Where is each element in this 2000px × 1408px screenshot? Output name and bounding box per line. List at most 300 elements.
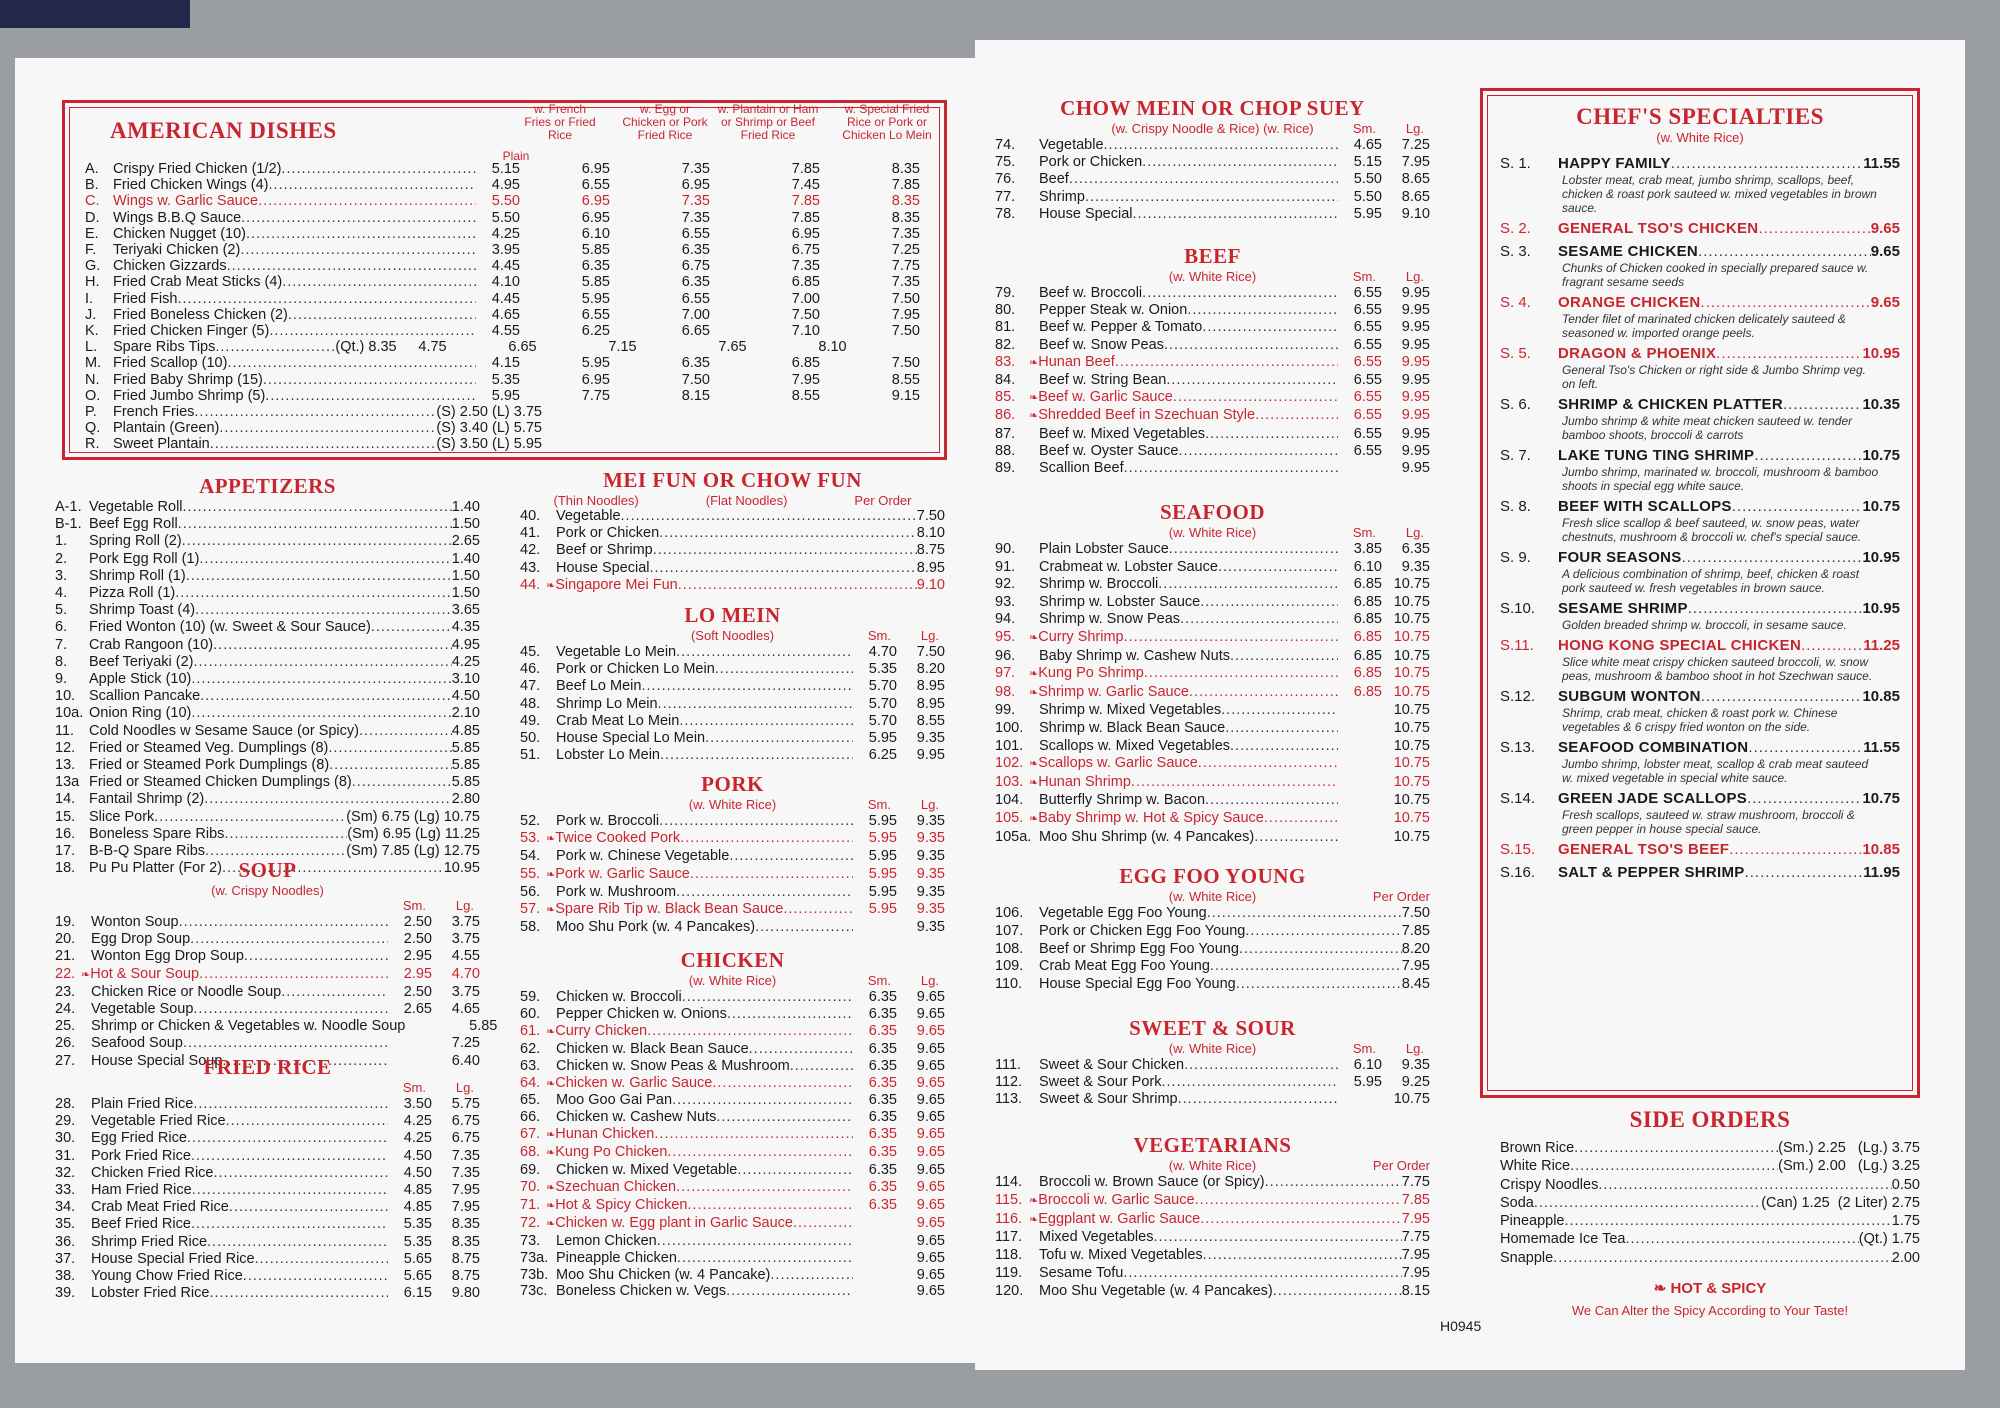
mei-fun-title: MEI FUN OR CHOW FUN — [603, 468, 862, 492]
item-extra: (S) 3.50 (L) 5.95 — [436, 436, 542, 453]
item-number: 20. — [55, 931, 76, 948]
sweet-sour-title: SWEET & SOUR — [1129, 1016, 1296, 1040]
item-number: 45. — [520, 644, 541, 660]
price: 6.35 — [681, 242, 710, 259]
american-item — [85, 355, 920, 371]
chef-item-row — [1500, 155, 1900, 173]
item-number: 25. — [55, 1018, 76, 1035]
price-large: 9.95 — [1401, 407, 1430, 424]
price-small: 6.35 — [868, 1057, 897, 1074]
list-item — [55, 499, 480, 516]
price: 7.15 — [608, 339, 637, 356]
item-name: Singapore Mei Fun — [555, 576, 678, 593]
list-item — [520, 661, 945, 678]
item-number: 79. — [995, 285, 1016, 301]
dot-leader — [1195, 1192, 1402, 1210]
item-name: Fried or Steamed Pork Dumplings (8) — [89, 757, 330, 774]
price-large: 9.65 — [916, 1109, 945, 1126]
item-name: Plain Fried Rice — [91, 1096, 194, 1112]
price: 5.50 — [491, 193, 520, 210]
dot-leader — [227, 355, 476, 371]
price-large: 9.65 — [916, 1040, 945, 1057]
price: 5.95 — [581, 290, 610, 307]
list-item — [995, 1229, 1430, 1247]
hot-pepper-icon: ❧ — [1029, 668, 1039, 681]
list-item — [995, 285, 1430, 302]
dot-leader — [215, 339, 335, 355]
item-name: Baby Shrimp w. Cashew Nuts — [1039, 647, 1230, 664]
item-number: 57. — [520, 901, 541, 918]
dot-leader — [1801, 637, 1863, 655]
item-number: S.12. — [1500, 688, 1536, 705]
dot-leader — [1069, 171, 1338, 188]
price: 6.55 — [581, 306, 610, 323]
item-name: Pork w. Garlic Sauce — [555, 865, 690, 882]
price-large: 10.75 — [1393, 611, 1430, 628]
price-small: 5.95 — [868, 848, 897, 865]
price: 4.45 — [491, 290, 520, 307]
pork-list — [520, 797, 945, 936]
price: 4.75 — [418, 339, 447, 356]
price-large: 10.75 — [1393, 737, 1430, 754]
price-large: 4.65 — [451, 1001, 480, 1018]
fried-rice-section — [55, 1052, 480, 1302]
menu-code: H0945 — [1440, 1318, 1482, 1334]
list-item — [995, 665, 1430, 684]
large-size-label: Lg. — [1405, 121, 1424, 136]
dot-leader — [269, 177, 476, 193]
item-name: Fried or Steamed Chicken Dumplings (8) — [89, 774, 352, 791]
item-name: Spare Ribs Tips — [113, 339, 216, 356]
price: 8.45 — [1401, 976, 1430, 993]
item-name: Seafood Soup — [91, 1035, 183, 1052]
side-orders-title: SIDE ORDERS — [1629, 1107, 1791, 1132]
dot-leader — [687, 1197, 853, 1214]
item-name: Fried Chicken Finger (5) — [113, 323, 270, 340]
dot-leader — [194, 404, 436, 420]
item-number: 67. — [520, 1126, 541, 1143]
list-item — [55, 723, 480, 740]
list-item — [520, 1179, 945, 1197]
price: 1.50 — [451, 567, 480, 584]
item-name: Wonton Egg Drop Soup — [91, 948, 244, 965]
price: 2.10 — [451, 705, 480, 722]
dot-leader — [1534, 1194, 1761, 1212]
list-item — [995, 720, 1430, 738]
price-large: 10.75 — [1393, 719, 1430, 736]
list-item — [55, 671, 480, 688]
hot-spicy-note: We Can Alter the Spicy According to Your Taste! — [1571, 1303, 1849, 1319]
chow-mein-list — [995, 121, 1430, 223]
dot-leader — [175, 585, 452, 602]
list-item — [55, 568, 480, 585]
price-large: 9.35 — [916, 830, 945, 847]
item-number: 31. — [55, 1147, 76, 1164]
large-size-label: Lg. — [1405, 269, 1424, 284]
dot-leader — [679, 713, 853, 730]
price-small: 5.15 — [1353, 154, 1382, 171]
chef-item — [1500, 739, 1900, 785]
american-item — [85, 193, 920, 209]
price: 7.35 — [681, 209, 710, 226]
dot-leader — [1189, 684, 1338, 702]
item-name: White Rice — [1500, 1158, 1571, 1175]
item-name: Shrimp — [1039, 188, 1085, 205]
dot-leader — [1716, 345, 1862, 363]
chef-item — [1500, 243, 1900, 289]
dot-leader — [657, 1233, 853, 1250]
price: 8.15 — [681, 387, 710, 404]
item-number: 70. — [520, 1178, 541, 1195]
price-large: 9.65 — [916, 1266, 945, 1283]
price: 10.95 — [1862, 345, 1900, 362]
item-number: 113. — [995, 1091, 1023, 1108]
section-subheader — [520, 797, 945, 813]
item-name: Chicken w. Broccoli — [556, 989, 682, 1005]
price: (Sm.) 2.25 (Lg.) 3.75 — [1778, 1140, 1920, 1156]
item-description: Fresh slice scallop & beef sauteed, w. snow peas, water chestnuts, mushroom & broccoli w. chef's special sauce. — [1562, 516, 1862, 544]
item-name: Curry Shrimp — [1038, 628, 1124, 645]
egg-foo-young-list — [995, 889, 1430, 994]
price-large: 6.75 — [451, 1113, 480, 1130]
price: 7.95 — [1401, 958, 1430, 975]
price-large: 9.35 — [916, 883, 945, 900]
dot-leader — [1133, 206, 1339, 223]
list-item — [520, 848, 945, 865]
item-number: 101. — [995, 737, 1024, 754]
price: 7.00 — [791, 290, 820, 307]
item-number: 120. — [995, 1282, 1024, 1299]
american-item — [85, 323, 920, 339]
dot-leader — [1210, 958, 1402, 976]
item-name: Beef w. Mixed Vegetables — [1039, 425, 1206, 442]
dot-leader — [241, 210, 476, 226]
list-item — [55, 585, 480, 602]
price-small: 5.95 — [868, 901, 897, 918]
appetizers-list — [55, 499, 480, 877]
item-number: S. 4. — [1500, 294, 1531, 311]
item-number: 75. — [995, 154, 1016, 171]
item-number: 60. — [520, 1005, 541, 1022]
item-description: Lobster meat, crab meat, jumbo shrimp, scallops, beef, chicken & roast pork sauteed w. mixed vegetables in brown sauce. — [1562, 173, 1877, 215]
list-item — [995, 792, 1430, 810]
price: 7.95 — [1401, 1264, 1430, 1281]
item-name: SALT & PEPPER SHRIMP — [1558, 864, 1745, 881]
item-number: G. — [85, 258, 101, 275]
dot-leader — [1131, 774, 1338, 792]
item-number: S. 7. — [1500, 447, 1531, 464]
hot-pepper-icon: ❧ — [1029, 356, 1039, 369]
item-number: 84. — [995, 372, 1016, 389]
dot-leader — [1245, 923, 1401, 941]
list-item — [55, 1285, 480, 1302]
dot-leader — [1574, 1139, 1778, 1157]
dot-leader — [178, 516, 452, 533]
list-item — [995, 648, 1430, 666]
item-name: Pork or Chicken Egg Foo Young — [1039, 922, 1246, 939]
dot-leader — [1123, 1265, 1401, 1283]
list-item — [995, 372, 1430, 389]
price-small: 6.10 — [1353, 1057, 1382, 1073]
price: 6.95 — [581, 161, 610, 177]
price-large: 9.35 — [916, 919, 945, 936]
item-name: Vegetable Lo Mein — [556, 644, 677, 660]
price: 6.95 — [581, 193, 610, 210]
item-name: LAKE TUNG TING SHRIMP — [1558, 447, 1755, 464]
list-item — [995, 460, 1430, 477]
side-order-item — [1500, 1249, 1920, 1267]
list-item — [55, 1018, 498, 1035]
dot-leader — [1701, 688, 1863, 706]
item-name: Kung Po Chicken — [555, 1144, 668, 1161]
item-name: Vegetable — [556, 508, 621, 524]
dot-leader — [1198, 755, 1338, 773]
price-large: 9.65 — [916, 1162, 945, 1179]
american-item — [85, 388, 920, 404]
price-large: 4.55 — [451, 948, 480, 965]
side-order-item — [1500, 1212, 1920, 1230]
list-item — [520, 1041, 945, 1058]
dot-leader — [1625, 1230, 1858, 1248]
price-small: 6.55 — [1353, 407, 1382, 424]
list-item — [55, 516, 480, 533]
dot-leader — [676, 1179, 853, 1196]
price-large: 9.95 — [1401, 425, 1430, 442]
chef-item — [1500, 841, 1900, 859]
item-number: 16. — [55, 825, 76, 842]
item-number: 6. — [55, 619, 68, 636]
price: 8.10 — [916, 525, 945, 542]
item-name: Shrimp w. Broccoli — [1039, 576, 1159, 593]
dot-leader — [204, 791, 452, 808]
item-name: Beef Egg Roll — [89, 516, 178, 533]
dot-leader — [712, 1075, 853, 1092]
fried-rice-list — [55, 1080, 480, 1302]
american-item — [85, 210, 920, 226]
price-large: 8.65 — [1401, 188, 1430, 205]
dot-leader — [1180, 611, 1338, 629]
price: 10.35 — [1862, 396, 1900, 413]
list-item — [520, 577, 945, 595]
list-item — [995, 319, 1430, 336]
side-order-item — [1500, 1176, 1920, 1194]
american-list — [85, 161, 920, 453]
item-name: Chicken w. Mixed Vegetable — [556, 1162, 738, 1179]
item-name: Boneless Spare Ribs — [89, 825, 225, 842]
item-number: 8. — [55, 653, 68, 670]
hot-pepper-icon: ❧ — [1029, 686, 1039, 699]
item-name: Vegetable Soup — [91, 1001, 194, 1018]
price: 2.00 — [1891, 1249, 1920, 1266]
item-number: 2. — [55, 550, 68, 567]
soup-list — [55, 898, 498, 1070]
item-name: Crispy Fried Chicken (1/2) — [113, 161, 282, 177]
price-large: 9.65 — [916, 1178, 945, 1195]
item-number: 95. — [995, 628, 1016, 645]
dot-leader — [727, 1006, 853, 1023]
item-number: 81. — [995, 319, 1016, 336]
hot-pepper-icon: ❧ — [1029, 410, 1039, 423]
price-large: 9.65 — [916, 1144, 945, 1161]
american-item — [85, 436, 920, 452]
item-name: Hot & Spicy Chicken — [555, 1196, 688, 1213]
item-name: Shredded Beef in Szechuan Style — [1038, 407, 1256, 424]
item-name: Scallion Beef — [1039, 460, 1124, 477]
item-number: 33. — [55, 1182, 76, 1199]
item-name: Eggplant w. Garlic Sauce — [1038, 1210, 1201, 1227]
dot-leader — [1085, 189, 1338, 206]
price: 7.45 — [791, 177, 820, 194]
list-item — [995, 407, 1430, 425]
dot-leader — [660, 747, 853, 764]
list-item — [520, 1283, 945, 1300]
list-item — [55, 791, 480, 808]
dot-leader — [1671, 155, 1863, 173]
soup-title: SOUP — [238, 858, 297, 882]
list-item — [520, 508, 945, 525]
item-name: Moo Shu Shrimp (w. 4 Pancakes) — [1039, 828, 1255, 845]
small-size-label: Sm. — [1352, 121, 1376, 136]
dot-leader — [676, 884, 853, 901]
item-number: 102. — [995, 755, 1024, 772]
american-item — [85, 420, 920, 436]
dot-leader — [1124, 629, 1338, 647]
american-item — [85, 242, 920, 258]
item-number: 76. — [995, 171, 1016, 188]
price-small: 5.50 — [1353, 188, 1382, 205]
price-large: 10.75 — [1393, 1091, 1430, 1108]
price-large: 7.95 — [451, 1199, 480, 1216]
dot-leader — [1747, 790, 1862, 808]
american-item — [85, 372, 920, 388]
pork-section — [520, 772, 945, 936]
price-large: 8.75 — [451, 1268, 480, 1285]
dot-leader — [200, 688, 452, 705]
price-large: 9.80 — [451, 1285, 480, 1302]
item-number: 11. — [55, 722, 75, 739]
item-name: Fried or Steamed Veg. Dumplings (8) — [89, 739, 329, 756]
item-number: Q. — [85, 420, 101, 437]
list-item — [995, 774, 1430, 793]
seafood-title: SEAFOOD — [1159, 500, 1265, 524]
hot-pepper-icon: ❧ — [546, 1077, 556, 1090]
price: 6.95 — [791, 225, 820, 242]
price-group — [403, 339, 847, 355]
item-extra: (Qt.) 8.35 — [335, 339, 397, 356]
item-name: Pepper Chicken w. Onions — [556, 1005, 727, 1022]
list-item — [995, 1192, 1430, 1211]
item-name: Beef — [1039, 171, 1069, 188]
item-number: 34. — [55, 1199, 76, 1216]
dot-leader — [676, 644, 853, 661]
list-item — [995, 171, 1430, 188]
item-number: J. — [85, 306, 97, 323]
dot-leader — [1273, 1283, 1402, 1301]
item-name: Shrimp w. Snow Peas — [1039, 611, 1181, 628]
item-description: A delicious combination of shrimp, beef, chicken & roast pork sauteed w. fresh vegetables in brown sauce. — [1562, 567, 1860, 595]
dot-leader — [183, 499, 452, 516]
price-large: 9.95 — [1401, 319, 1430, 336]
dot-leader — [729, 848, 853, 865]
item-number: 108. — [995, 940, 1024, 957]
item-number: 63. — [520, 1057, 541, 1074]
list-item — [55, 809, 480, 826]
item-name: Sweet Plantain — [113, 436, 210, 453]
item-number: 38. — [55, 1268, 76, 1285]
list-item — [995, 738, 1430, 756]
item-name: Teriyaki Chicken (2) — [113, 242, 241, 259]
dot-leader — [1754, 447, 1862, 465]
list-item — [520, 1109, 945, 1126]
price-small: 6.55 — [1353, 442, 1382, 459]
item-number: 96. — [995, 647, 1016, 664]
item-name: Beef or Shrimp Egg Foo Young — [1039, 940, 1239, 957]
price-large: 9.65 — [916, 1196, 945, 1213]
dot-leader — [1162, 1074, 1339, 1091]
mei-fun-section — [520, 468, 945, 595]
section-subtitle: (w. White Rice) — [688, 973, 777, 988]
price: 7.95 — [791, 371, 820, 388]
list-item — [995, 443, 1430, 460]
american-item — [85, 226, 920, 242]
price-group — [476, 372, 920, 388]
price-small: 6.35 — [868, 1144, 897, 1161]
list-item — [55, 931, 480, 948]
chefs-specialties-subtitle: (w. White Rice) — [1656, 130, 1744, 145]
item-number: B-1. — [55, 516, 82, 533]
item-name: Crispy Noodles — [1500, 1176, 1599, 1193]
price-large: 9.65 — [916, 1005, 945, 1022]
price-small: 6.35 — [868, 1022, 897, 1039]
section-subtitle: (Soft Noodles) — [690, 628, 775, 643]
item-number: 112. — [995, 1074, 1023, 1091]
list-item — [520, 1126, 945, 1144]
list-item — [520, 678, 945, 695]
price-large: 9.65 — [916, 1126, 945, 1143]
price-small: 5.95 — [868, 883, 897, 900]
item-name: Pepper Steak w. Onion — [1039, 302, 1188, 319]
price-large: 9.35 — [1401, 558, 1430, 575]
item-name: Shrimp Fried Rice — [91, 1233, 208, 1250]
list-item — [55, 533, 480, 550]
price: 4.10 — [491, 274, 520, 291]
price: 7.95 — [1401, 1247, 1430, 1264]
dot-leader — [1187, 302, 1338, 319]
item-name: House Special Egg Foo Young — [1039, 976, 1236, 993]
price-small: 5.35 — [868, 661, 897, 678]
dot-leader — [1205, 426, 1338, 443]
price: 3.10 — [451, 671, 480, 688]
chef-item-row — [1500, 688, 1900, 706]
beef-section — [995, 244, 1430, 477]
dot-leader — [1698, 243, 1871, 261]
dot-leader — [1221, 702, 1338, 720]
item-name: Fried Fish — [113, 290, 178, 307]
price: 5.95 — [581, 355, 610, 372]
item-name: House Special Soup — [91, 1052, 223, 1069]
dot-leader — [1164, 337, 1338, 354]
dot-leader — [659, 813, 853, 830]
price: (Sm) 7.85 (Lg) 12.75 — [346, 843, 480, 860]
price-large: 3.75 — [451, 983, 480, 1000]
price-large: 9.95 — [1401, 460, 1430, 477]
price-small: 5.70 — [868, 695, 897, 712]
list-item — [520, 1162, 945, 1179]
list-item — [995, 1091, 1430, 1108]
price-small: 4.65 — [1353, 137, 1382, 153]
dot-leader — [288, 307, 476, 323]
item-number: 51. — [520, 747, 541, 764]
